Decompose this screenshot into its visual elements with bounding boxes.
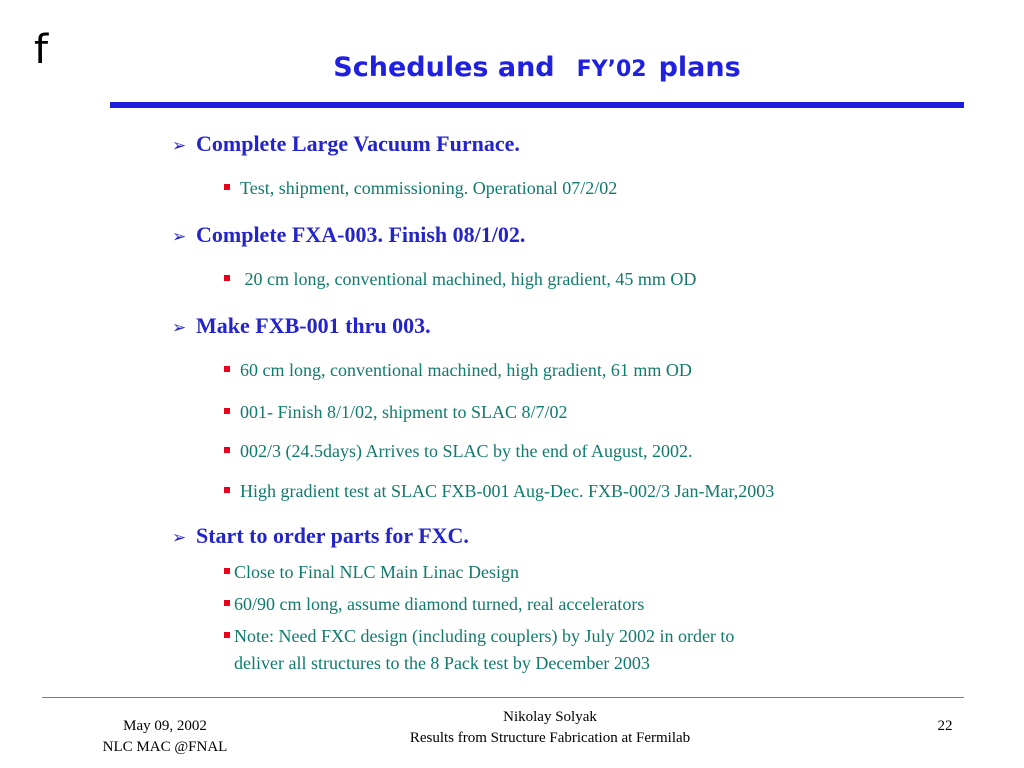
sub-bullet bbox=[224, 178, 617, 199]
sub-bullet bbox=[224, 562, 519, 583]
sub-bullet-text: 60 cm long, conventional machined, high gradient, 61 mm OD bbox=[240, 360, 692, 380]
sub-bullet-text: 20 cm long, conventional machined, high gradient, 45 mm OD bbox=[240, 269, 697, 289]
title-part-1: Schedules and bbox=[333, 52, 555, 83]
square-bullet-icon bbox=[224, 600, 230, 606]
heading-text: Start to order parts for FXC. bbox=[196, 523, 469, 548]
heading-bullet bbox=[172, 131, 520, 157]
footer-meeting: NLC MAC @FNAL bbox=[102, 739, 228, 755]
square-bullet-icon bbox=[224, 568, 230, 574]
title-part-2: plans bbox=[658, 52, 741, 83]
sub-bullet-continuation: deliver all structures to the 8 Pack test by December 2003 bbox=[234, 653, 650, 673]
square-bullet-icon bbox=[224, 632, 230, 638]
sub-bullet bbox=[224, 441, 692, 462]
sub-bullet-text: High gradient test at SLAC FXB-001 Aug-Dec. FXB-002/3 Jan-Mar,2003 bbox=[240, 481, 775, 501]
page-number: 22 bbox=[937, 718, 953, 734]
heading-text: Complete FXA-003. Finish 08/1/02. bbox=[196, 222, 526, 247]
sub-bullet bbox=[224, 626, 734, 674]
sub-bullet-text: Note: Need FXC design (including couplers) by July 2002 in order to bbox=[234, 626, 735, 646]
heading-text: Make FXB-001 thru 003. bbox=[196, 313, 431, 338]
footer-talk-title: Results from Structure Fabrication at Fermilab bbox=[409, 730, 691, 746]
heading-bullet bbox=[172, 313, 431, 339]
sub-bullet bbox=[224, 269, 696, 290]
title-divider bbox=[110, 102, 964, 108]
footer-date: May 09, 2002 bbox=[123, 718, 207, 734]
sub-bullet-text: 001- Finish 8/1/02, shipment to SLAC 8/7/02 bbox=[240, 402, 568, 422]
footer-author: Nikolay Solyak bbox=[503, 709, 597, 725]
footer-left bbox=[60, 716, 270, 758]
sub-bullet bbox=[224, 360, 692, 381]
square-bullet-icon bbox=[224, 366, 230, 372]
footer-center bbox=[330, 707, 770, 749]
square-bullet-icon bbox=[224, 275, 230, 281]
fermilab-logo: f bbox=[34, 27, 49, 73]
footer-divider bbox=[42, 697, 964, 698]
arrow-bullet-icon: ➢ bbox=[172, 136, 187, 156]
slide-title bbox=[110, 52, 964, 83]
sub-bullet bbox=[224, 594, 644, 615]
heading-bullet bbox=[172, 523, 469, 549]
heading-text: Complete Large Vacuum Furnace. bbox=[196, 131, 520, 156]
arrow-bullet-icon: ➢ bbox=[172, 528, 187, 548]
heading-bullet bbox=[172, 222, 525, 248]
sub-bullet-text: 002/3 (24.5days) Arrives to SLAC by the end of August, 2002. bbox=[240, 441, 693, 461]
square-bullet-icon bbox=[224, 487, 230, 493]
arrow-bullet-icon: ➢ bbox=[172, 227, 187, 247]
square-bullet-icon bbox=[224, 184, 230, 190]
square-bullet-icon bbox=[224, 408, 230, 414]
sub-bullet-text: 60/90 cm long, assume diamond turned, real accelerators bbox=[234, 594, 645, 614]
title-part-fy: FY’02 bbox=[576, 57, 647, 82]
sub-bullet bbox=[224, 481, 774, 502]
square-bullet-icon bbox=[224, 447, 230, 453]
sub-bullet-text: Test, shipment, commissioning. Operational 07/2/02 bbox=[240, 178, 618, 198]
sub-bullet-text: Close to Final NLC Main Linac Design bbox=[234, 562, 519, 582]
sub-bullet bbox=[224, 402, 568, 423]
arrow-bullet-icon: ➢ bbox=[172, 318, 187, 338]
